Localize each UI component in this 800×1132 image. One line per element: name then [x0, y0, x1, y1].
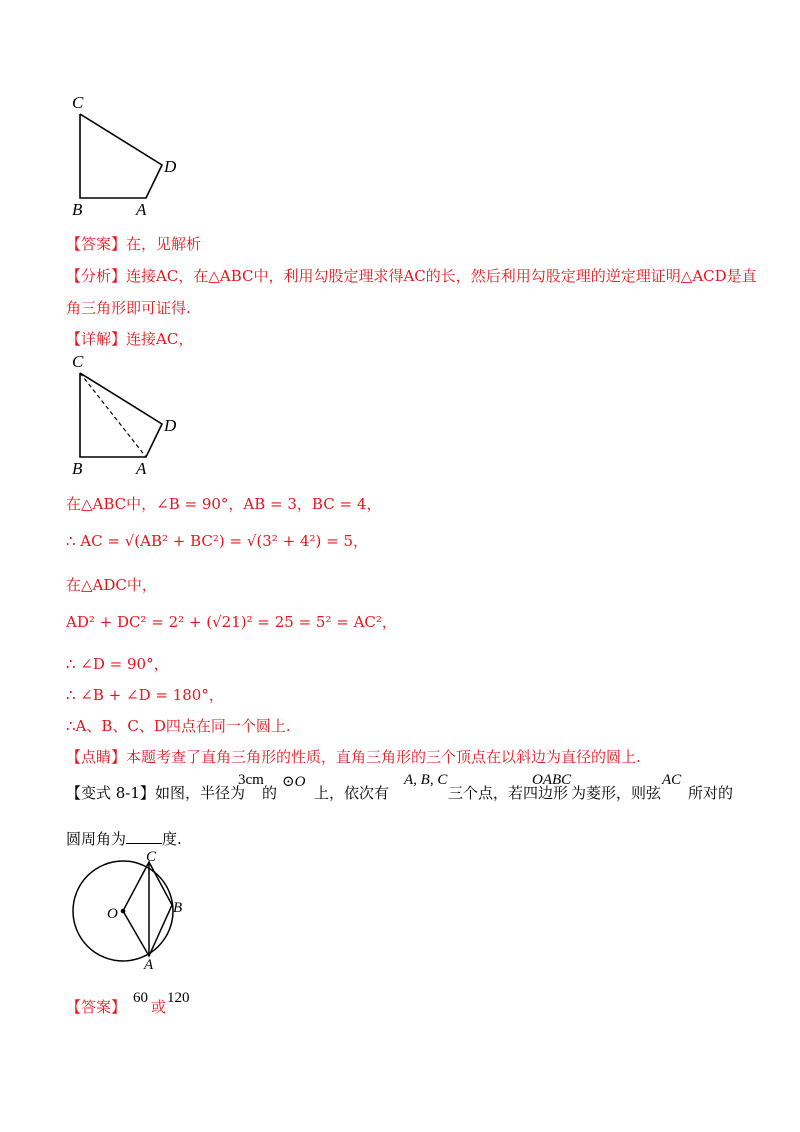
variant-chord: AC: [662, 772, 682, 788]
analysis-line-2: [66, 297, 191, 318]
label-a: A: [144, 957, 154, 970]
variant-text-8: 度.: [162, 830, 182, 848]
label-c: C: [146, 849, 157, 865]
answer-line: [66, 233, 201, 254]
analysis-text-1: 连接AC，在△ABC中，利用勾股定理求得AC的长，然后利用勾股定理的逆定理证明△ACD是直: [126, 267, 757, 285]
label-c: C: [72, 93, 84, 112]
label-a: A: [136, 459, 147, 476]
answer-tag: 【答案】: [66, 235, 127, 253]
variant-text-4: 三个点，若四边形: [448, 784, 569, 802]
figure-circle-rhombus: [64, 848, 194, 970]
answer-2-value-1: 60: [133, 990, 148, 1006]
detail-text: 连接AC，: [126, 330, 194, 348]
label-b: B: [173, 900, 183, 916]
step-4: AD² + DC² = 2² + (√21)² = 25 = 5² = AC²，: [66, 613, 397, 631]
label-c: C: [72, 352, 84, 371]
answer-2-line: [66, 996, 126, 1017]
variant-text-1: 如图，半径为: [154, 784, 245, 802]
variant-text-5: 为菱形，则弦: [571, 784, 662, 802]
label-d: D: [164, 157, 177, 176]
variant-line-1: [66, 782, 245, 803]
variant-text-2: 的: [262, 784, 278, 802]
step-2: ∴ AC = √(AB² + BC²) = √(3² + 4²) = 5，: [66, 532, 368, 550]
step-6: ∴ ∠B + ∠D = 180°，: [66, 686, 224, 704]
variant-points: A, B, C: [404, 772, 448, 788]
variant-text-3: 上，依次有: [314, 784, 390, 802]
label-d: D: [164, 416, 177, 435]
answer-text: 在，见解析: [126, 235, 202, 253]
answer-2-value-2: 120: [167, 990, 190, 1006]
detail-line: [66, 328, 193, 349]
comment-text: 本题考查了直角三角形的性质，直角三角形的三个顶点在以斜边为直径的圆上.: [126, 748, 641, 766]
variant-tag: 【变式 8-1】: [66, 784, 155, 802]
figure-quadrilateral-with-diagonal: [68, 351, 188, 476]
variant-line-2: [66, 828, 182, 849]
label-b: B: [72, 459, 83, 476]
variant-text-7: 圆周角为: [66, 830, 127, 848]
comment-tag: 【点睛】: [66, 748, 127, 766]
answer-2-tag: 【答案】: [66, 998, 127, 1016]
answer-blank: [126, 829, 162, 844]
analysis-text-2: 角三角形即可证得.: [66, 299, 191, 317]
variant-quad: OABC: [532, 772, 572, 788]
detail-tag: 【详解】: [66, 330, 127, 348]
step-7: ∴A、B、C、D四点在同一个圆上.: [66, 717, 291, 735]
label-a: A: [136, 200, 147, 217]
answer-2-or: 或: [151, 998, 167, 1016]
label-b: B: [72, 200, 83, 217]
variant-text-6: 所对的: [688, 784, 734, 802]
variant-circle: ⊙O: [282, 774, 306, 790]
variant-radius: 3cm: [238, 772, 264, 788]
comment-line: [66, 746, 641, 767]
label-o: O: [107, 906, 118, 922]
figure-quadrilateral-abcd: [68, 92, 188, 217]
analysis-line-1: [66, 265, 757, 286]
step-5: ∴ ∠D = 90°，: [66, 655, 169, 673]
step-1: 在△ABC中，∠B = 90°，AB = 3，BC = 4，: [66, 495, 382, 513]
analysis-tag: 【分析】: [66, 267, 127, 285]
step-3: 在△ADC中，: [66, 576, 157, 594]
